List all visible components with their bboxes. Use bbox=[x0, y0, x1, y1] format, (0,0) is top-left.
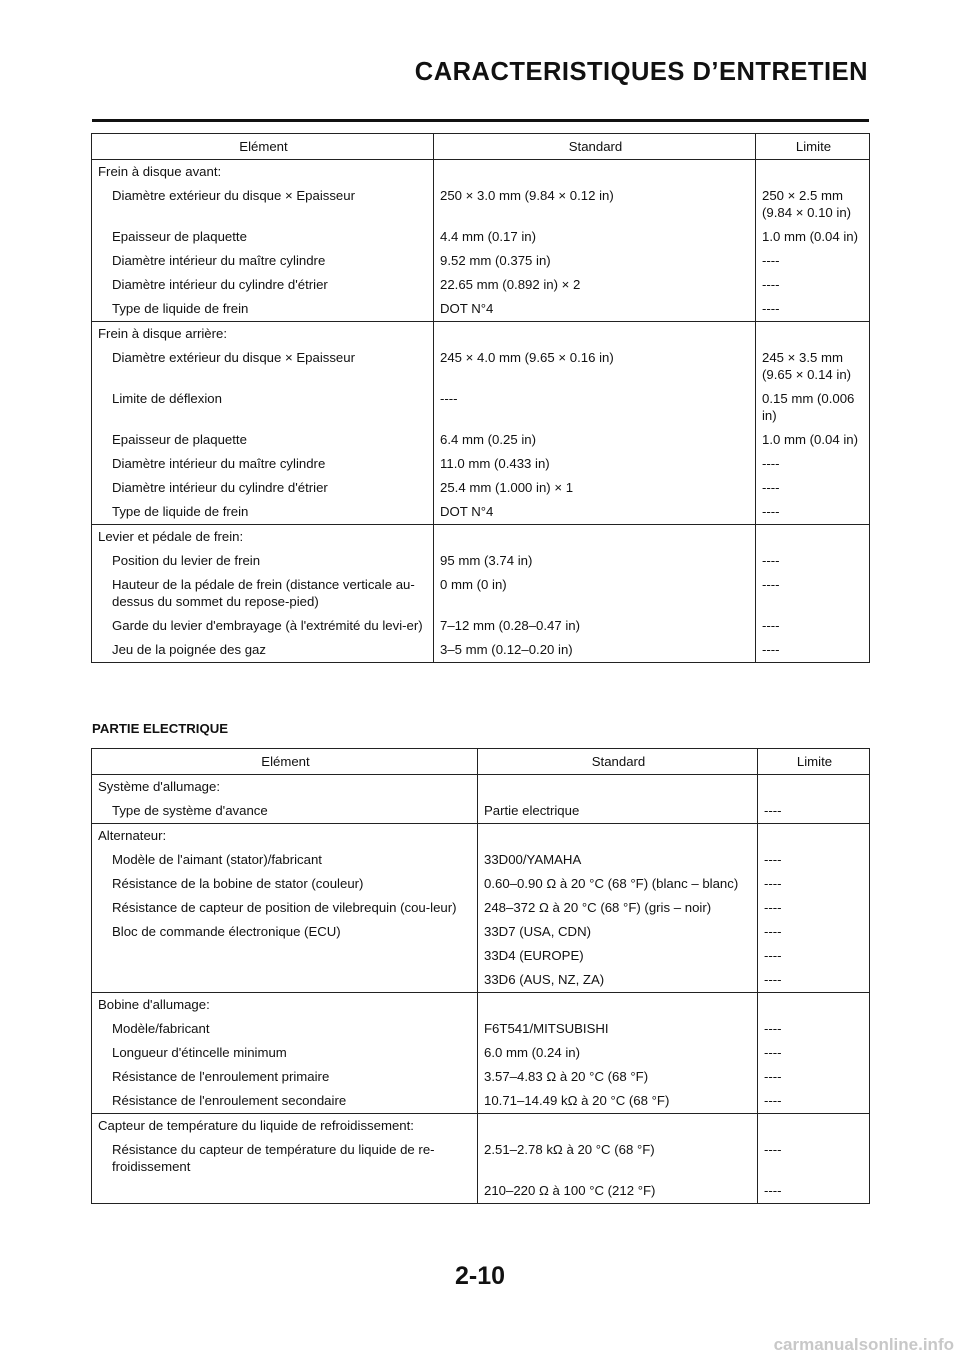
cell-standard bbox=[434, 322, 756, 347]
cell-limit: ---- bbox=[758, 920, 870, 944]
cell-standard: 33D4 (EUROPE) bbox=[478, 944, 758, 968]
cell-standard: 7–12 mm (0.28–0.47 in) bbox=[434, 614, 756, 638]
cell-standard: 0 mm (0 in) bbox=[434, 573, 756, 614]
table-row bbox=[92, 160, 870, 185]
table-row bbox=[92, 614, 870, 638]
cell-element: Résistance du capteur de température du liquide de re-froidissement bbox=[92, 1138, 478, 1179]
cell-standard bbox=[478, 993, 758, 1018]
cell-element bbox=[92, 944, 478, 968]
cell-element: Alternateur: bbox=[92, 824, 478, 849]
cell-element: Capteur de température du liquide de refroidissement: bbox=[92, 1114, 478, 1139]
table-row bbox=[92, 428, 870, 452]
cell-limit: ---- bbox=[758, 896, 870, 920]
cell-standard: 245 × 4.0 mm (9.65 × 0.16 in) bbox=[434, 346, 756, 387]
table-row bbox=[92, 549, 870, 573]
table-row bbox=[92, 249, 870, 273]
cell-element: Diamètre intérieur du maître cylindre bbox=[92, 249, 434, 273]
cell-element: Diamètre extérieur du disque × Epaisseur bbox=[92, 346, 434, 387]
cell-limit: ---- bbox=[758, 1179, 870, 1204]
cell-standard: F6T541/MITSUBISHI bbox=[478, 1017, 758, 1041]
cell-limit: ---- bbox=[756, 452, 870, 476]
cell-standard: 3.57–4.83 Ω à 20 °C (68 °F) bbox=[478, 1065, 758, 1089]
table-row bbox=[92, 322, 870, 347]
cell-standard: 25.4 mm (1.000 in) × 1 bbox=[434, 476, 756, 500]
cell-limit: ---- bbox=[758, 1138, 870, 1179]
cell-element: Système d'allumage: bbox=[92, 775, 478, 800]
cell-limit: 0.15 mm (0.006 in) bbox=[756, 387, 870, 428]
cell-limit: ---- bbox=[756, 273, 870, 297]
cell-limit: 1.0 mm (0.04 in) bbox=[756, 225, 870, 249]
cell-standard: 248–372 Ω à 20 °C (68 °F) (gris – noir) bbox=[478, 896, 758, 920]
cell-element: Modèle/fabricant bbox=[92, 1017, 478, 1041]
table-row bbox=[92, 1017, 870, 1041]
table-row bbox=[92, 1179, 870, 1204]
cell-element: Bobine d'allumage: bbox=[92, 993, 478, 1018]
cell-standard: Partie electrique bbox=[478, 799, 758, 824]
cell-limit bbox=[758, 993, 870, 1018]
table-row bbox=[92, 500, 870, 525]
cell-element bbox=[92, 1179, 478, 1204]
cell-element: Diamètre intérieur du cylindre d'étrier bbox=[92, 273, 434, 297]
cell-limit: ---- bbox=[758, 872, 870, 896]
table-row bbox=[92, 1138, 870, 1179]
cell-limit: 1.0 mm (0.04 in) bbox=[756, 428, 870, 452]
cell-element: Type de liquide de frein bbox=[92, 500, 434, 525]
cell-limit bbox=[756, 160, 870, 185]
table-row bbox=[92, 920, 870, 944]
cell-limit: ---- bbox=[756, 476, 870, 500]
table-row bbox=[92, 638, 870, 663]
cell-limit: 250 × 2.5 mm (9.84 × 0.10 in) bbox=[756, 184, 870, 225]
cell-element: Position du levier de frein bbox=[92, 549, 434, 573]
cell-limit: ---- bbox=[756, 573, 870, 614]
cell-standard: 3–5 mm (0.12–0.20 in) bbox=[434, 638, 756, 663]
cell-standard: 33D6 (AUS, NZ, ZA) bbox=[478, 968, 758, 993]
electrical-spec-table bbox=[91, 748, 870, 1204]
cell-element: Hauteur de la pédale de frein (distance verticale au-dessus du sommet du repose-pied) bbox=[92, 573, 434, 614]
cell-standard: 95 mm (3.74 in) bbox=[434, 549, 756, 573]
cell-standard: 11.0 mm (0.433 in) bbox=[434, 452, 756, 476]
table-row bbox=[92, 872, 870, 896]
cell-standard: 4.4 mm (0.17 in) bbox=[434, 225, 756, 249]
table-row bbox=[92, 297, 870, 322]
cell-limit: ---- bbox=[756, 297, 870, 322]
table-row bbox=[92, 525, 870, 550]
table-row bbox=[92, 476, 870, 500]
cell-standard: 6.4 mm (0.25 in) bbox=[434, 428, 756, 452]
cell-standard: 6.0 mm (0.24 in) bbox=[478, 1041, 758, 1065]
cell-limit: ---- bbox=[756, 638, 870, 663]
cell-element bbox=[92, 968, 478, 993]
cell-standard bbox=[478, 775, 758, 800]
cell-standard: 22.65 mm (0.892 in) × 2 bbox=[434, 273, 756, 297]
table-row bbox=[92, 573, 870, 614]
page-number: 2-10 bbox=[454, 1262, 506, 1290]
cell-standard bbox=[434, 160, 756, 185]
cell-element: Garde du levier d'embrayage (à l'extrémité du levi-er) bbox=[92, 614, 434, 638]
cell-limit: ---- bbox=[758, 799, 870, 824]
cell-limit: ---- bbox=[758, 1041, 870, 1065]
cell-limit: ---- bbox=[756, 614, 870, 638]
table-row bbox=[92, 896, 870, 920]
cell-element: Levier et pédale de frein: bbox=[92, 525, 434, 550]
cell-standard: ---- bbox=[434, 387, 756, 428]
column-header-limit: Limite bbox=[758, 749, 870, 775]
cell-element: Résistance de l'enroulement secondaire bbox=[92, 1089, 478, 1114]
table-row bbox=[92, 824, 870, 849]
page-title: CARACTERISTIQUES D’ENTRETIEN bbox=[414, 58, 868, 86]
cell-element: Diamètre intérieur du cylindre d'étrier bbox=[92, 476, 434, 500]
cell-element: Type de système d'avance bbox=[92, 799, 478, 824]
cell-element: Longueur d'étincelle minimum bbox=[92, 1041, 478, 1065]
cell-element: Résistance de capteur de position de vilebrequin (cou-leur) bbox=[92, 896, 478, 920]
cell-limit: ---- bbox=[756, 549, 870, 573]
column-header-standard: Standard bbox=[478, 749, 758, 775]
cell-element: Diamètre intérieur du maître cylindre bbox=[92, 452, 434, 476]
table-row bbox=[92, 273, 870, 297]
cell-standard: DOT N°4 bbox=[434, 297, 756, 322]
cell-limit: ---- bbox=[758, 1089, 870, 1114]
table-row bbox=[92, 1089, 870, 1114]
cell-standard: 210–220 Ω à 100 °C (212 °F) bbox=[478, 1179, 758, 1204]
table-row bbox=[92, 1065, 870, 1089]
table-header-row bbox=[92, 749, 870, 775]
table-row bbox=[92, 346, 870, 387]
cell-element: Résistance de l'enroulement primaire bbox=[92, 1065, 478, 1089]
cell-standard: 33D00/YAMAHA bbox=[478, 848, 758, 872]
cell-limit bbox=[756, 525, 870, 550]
cell-limit bbox=[756, 322, 870, 347]
table-row bbox=[92, 1114, 870, 1139]
cell-element: Bloc de commande électronique (ECU) bbox=[92, 920, 478, 944]
table-row bbox=[92, 387, 870, 428]
cell-element: Frein à disque avant: bbox=[92, 160, 434, 185]
title-rule bbox=[92, 119, 869, 122]
cell-limit: ---- bbox=[756, 249, 870, 273]
section-heading-electrical: PARTIE ELECTRIQUE bbox=[92, 721, 229, 736]
cell-element: Diamètre extérieur du disque × Epaisseur bbox=[92, 184, 434, 225]
column-header-limit: Limite bbox=[756, 134, 870, 160]
table-header-row bbox=[92, 134, 870, 160]
column-header-element: Elément bbox=[92, 749, 478, 775]
table-row bbox=[92, 184, 870, 225]
cell-limit: ---- bbox=[756, 500, 870, 525]
table-row bbox=[92, 799, 870, 824]
cell-standard: 250 × 3.0 mm (9.84 × 0.12 in) bbox=[434, 184, 756, 225]
table-row bbox=[92, 452, 870, 476]
cell-standard: 9.52 mm (0.375 in) bbox=[434, 249, 756, 273]
brake-spec-table bbox=[91, 133, 870, 663]
cell-standard: 2.51–2.78 kΩ à 20 °C (68 °F) bbox=[478, 1138, 758, 1179]
cell-element: Type de liquide de frein bbox=[92, 297, 434, 322]
cell-standard: 10.71–14.49 kΩ à 20 °C (68 °F) bbox=[478, 1089, 758, 1114]
cell-limit: 245 × 3.5 mm (9.65 × 0.14 in) bbox=[756, 346, 870, 387]
cell-element: Résistance de la bobine de stator (couleur) bbox=[92, 872, 478, 896]
table-row bbox=[92, 775, 870, 800]
cell-element: Jeu de la poignée des gaz bbox=[92, 638, 434, 663]
cell-element: Epaisseur de plaquette bbox=[92, 225, 434, 249]
table-row bbox=[92, 968, 870, 993]
cell-limit: ---- bbox=[758, 848, 870, 872]
table-row bbox=[92, 225, 870, 249]
column-header-element: Elément bbox=[92, 134, 434, 160]
cell-element: Epaisseur de plaquette bbox=[92, 428, 434, 452]
cell-limit: ---- bbox=[758, 1065, 870, 1089]
cell-element: Frein à disque arrière: bbox=[92, 322, 434, 347]
cell-standard bbox=[478, 1114, 758, 1139]
cell-standard: 33D7 (USA, CDN) bbox=[478, 920, 758, 944]
cell-standard: DOT N°4 bbox=[434, 500, 756, 525]
cell-limit bbox=[758, 824, 870, 849]
table-row bbox=[92, 1041, 870, 1065]
column-header-standard: Standard bbox=[434, 134, 756, 160]
table-row bbox=[92, 944, 870, 968]
cell-limit bbox=[758, 775, 870, 800]
cell-element: Limite de déflexion bbox=[92, 387, 434, 428]
cell-limit: ---- bbox=[758, 1017, 870, 1041]
cell-limit bbox=[758, 1114, 870, 1139]
cell-standard: 0.60–0.90 Ω à 20 °C (68 °F) (blanc – blanc) bbox=[478, 872, 758, 896]
cell-limit: ---- bbox=[758, 968, 870, 993]
table-row bbox=[92, 848, 870, 872]
cell-element: Modèle de l'aimant (stator)/fabricant bbox=[92, 848, 478, 872]
cell-standard bbox=[434, 525, 756, 550]
cell-standard bbox=[478, 824, 758, 849]
cell-limit: ---- bbox=[758, 944, 870, 968]
table-row bbox=[92, 993, 870, 1018]
watermark: carmanualsonline.info bbox=[773, 1335, 954, 1354]
